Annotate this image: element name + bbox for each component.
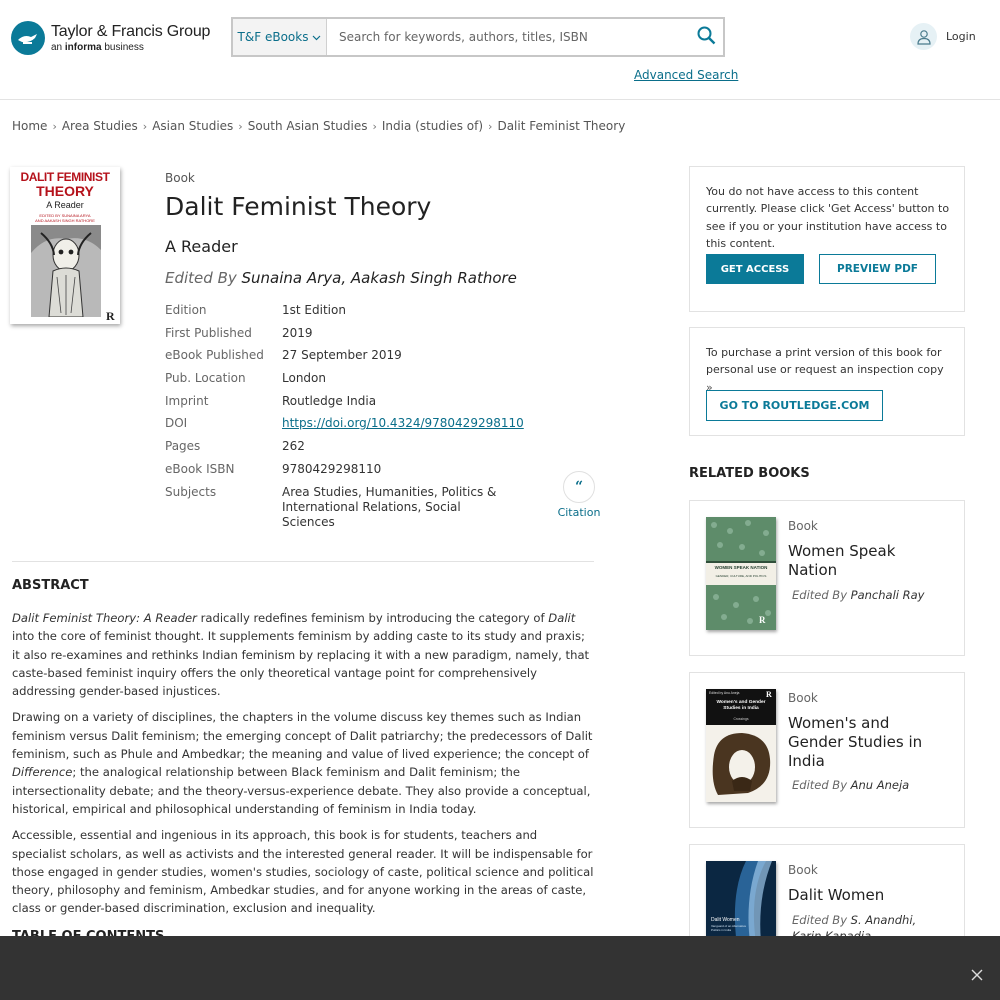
cover-editors-line2: AND AAKASH SINGH RATHORE xyxy=(35,218,95,223)
purchase-panel xyxy=(689,327,965,436)
related-book-title[interactable]: Dalit Women xyxy=(788,886,885,904)
advanced-search-link[interactable]: Advanced Search xyxy=(634,68,739,82)
search-scope-dropdown[interactable] xyxy=(233,19,327,55)
user-icon xyxy=(910,23,937,50)
preview-pdf-button[interactable]: PREVIEW PDF xyxy=(819,254,936,284)
abstract-paragraph-3: Accessible, essential and ingenious in its approach, this book is for students, teachers and specialist scholars, as well as activists and the interested general reader. It will be indispensable for those engaged in gender studies, women's studies, sociology of caste, political science and political theory, philosophy and feminism, Ambedkar studies, and for anyone working in the areas of caste, class or gender-based discrimination, exclusion and inequality. xyxy=(12,828,594,916)
logo-lamp-icon xyxy=(11,21,45,55)
go-to-routledge-button[interactable]: GO TO ROUTLEDGE.COM xyxy=(706,390,883,421)
citation-label: Citation xyxy=(557,506,601,519)
chevron-right-icon: › xyxy=(52,119,57,133)
meta-row-pub-location: Pub. Location London xyxy=(165,371,326,386)
double-chevron-right-icon: » xyxy=(706,380,713,394)
meta-row-ebook-isbn: eBook ISBN 9780429298110 xyxy=(165,461,382,476)
close-icon[interactable] xyxy=(971,966,985,980)
related-book-title[interactable]: Women's and Gender Studies in India xyxy=(788,714,923,770)
rel3-cover-subtitle: Vanguard of an Alternative Politics in India xyxy=(711,924,747,932)
purchase-message: To purchase a print version of this book for personal use or request an inspection copy » xyxy=(706,346,944,394)
rel2-cover-publisher-mark: R xyxy=(766,690,772,699)
brand-title: Taylor & Francis Group xyxy=(51,22,211,40)
search-button[interactable] xyxy=(689,19,723,55)
doi-link[interactable]: https://doi.org/10.4324/9780429298110 xyxy=(282,416,524,431)
meta-row-edition: Edition 1st Edition xyxy=(165,303,346,317)
related-book-type: Book xyxy=(788,863,818,877)
related-book-card[interactable] xyxy=(689,672,965,828)
publisher-logo: R xyxy=(106,309,115,323)
site-header xyxy=(0,0,1000,100)
search-scope-label: T&F eBooks xyxy=(237,30,309,44)
rel1-cover-subtitle: GENDER, CULTURE, AND POLITICS xyxy=(715,574,767,578)
related-book-cover xyxy=(706,689,776,802)
editors-names[interactable]: Sunaina Arya, Aakash Singh Rathore xyxy=(241,269,517,287)
cover-illustration xyxy=(31,225,101,317)
login-button[interactable] xyxy=(910,23,976,50)
related-book-editors: Edited By S. Anandhi, xyxy=(792,913,917,927)
breadcrumb-asian-studies[interactable]: Asian Studies xyxy=(152,119,234,133)
book-metadata xyxy=(165,303,524,529)
brand-logo[interactable] xyxy=(11,21,210,55)
related-book-editors: Edited By Anu Aneja xyxy=(792,778,910,792)
breadcrumb-area-studies[interactable]: Area Studies xyxy=(61,119,138,133)
rel2-cover-subtitle: Crossings xyxy=(733,717,749,721)
search-bar xyxy=(231,17,725,57)
section-divider xyxy=(12,561,594,562)
chevron-right-icon: › xyxy=(488,119,493,133)
quote-icon: “ xyxy=(563,471,595,503)
breadcrumb-home[interactable]: Home xyxy=(12,119,48,133)
cover-title-line1: DALIT FEMINIST xyxy=(20,170,110,184)
abstract-paragraph-2: Drawing on a variety of disciplines, the chapters in the volume discuss key themes such as Indian feminism versus Dalit feminism; the emerging concept of Dalit patriarchy; the predecessors of Dalit feminism, such as Phule and Ambedkar; the meaning and value of lived experience; the concept of Difference; the analogical relationship between Black feminism and Dalit feminism; the intersectionality debate; and the theory-versus-experience debate. They also provide a conceptual, historical, empirical and philosophical understanding of feminism in India today. xyxy=(12,710,593,816)
abstract-heading: ABSTRACT xyxy=(12,578,89,593)
chevron-right-icon: › xyxy=(372,119,377,133)
book-subtitle: A Reader xyxy=(165,237,238,256)
stone-ring-illustration xyxy=(706,725,776,802)
meta-row-doi: DOI https://doi.org/10.4324/9780429298110 xyxy=(165,416,524,431)
related-book-type: Book xyxy=(788,519,818,533)
citation-button[interactable] xyxy=(557,471,601,519)
rel2-cover-title: Women's and Gender Studies in India xyxy=(716,700,766,711)
abstract-body xyxy=(12,609,594,926)
book-cover[interactable] xyxy=(10,167,120,324)
book-editors: Edited By Sunaina Arya, Aakash Singh Rathore xyxy=(165,269,517,287)
rel1-cover-publisher-mark: R xyxy=(759,615,766,625)
related-books-heading: RELATED BOOKS xyxy=(689,466,810,481)
breadcrumb xyxy=(12,119,625,133)
related-book-card[interactable] xyxy=(689,500,965,656)
access-panel xyxy=(689,166,965,312)
cover-editors-line1: EDITED BY SUNAINA ARYA xyxy=(39,213,91,218)
related-book-cover xyxy=(706,517,776,630)
related-book-title[interactable]: Women Speak Nation xyxy=(788,542,896,579)
related-book-editors: Edited By Panchali Ray xyxy=(792,588,925,602)
chevron-down-icon xyxy=(312,30,321,44)
cover-title-line2: THEORY xyxy=(36,183,94,199)
cover-subtitle: A Reader xyxy=(46,200,84,210)
search-icon xyxy=(697,26,716,49)
meta-row-subjects: Subjects Area Studies, Humanities, Politics & International Relations, Social Sciences xyxy=(165,484,497,529)
rel1-cover-title: WOMEN SPEAK NATION xyxy=(714,565,768,570)
breadcrumb-india[interactable]: India (studies of) xyxy=(381,119,484,133)
meta-row-ebook-published: eBook Published 27 September 2019 xyxy=(165,348,402,363)
meta-row-pages: Pages 262 xyxy=(165,439,305,454)
rel2-cover-top: Edited by Anu Aneja xyxy=(709,691,740,695)
book-title: Dalit Feminist Theory xyxy=(165,192,432,221)
login-label: Login xyxy=(946,30,976,43)
meta-row-imprint: Imprint Routledge India xyxy=(165,393,377,408)
get-access-button[interactable]: GET ACCESS xyxy=(706,254,804,284)
search-input[interactable] xyxy=(327,19,689,55)
book-type-label: Book xyxy=(165,171,195,185)
access-message: You do not have access to this content currently. Please click 'Get Access' button to see if you or your institution have access to this content. xyxy=(706,185,950,250)
bottom-overlay-banner xyxy=(0,936,1000,1000)
breadcrumb-current: Dalit Feminist Theory xyxy=(497,119,626,133)
chevron-right-icon: › xyxy=(142,119,148,133)
rel3-cover-title: Dalit Women xyxy=(711,917,740,923)
abstract-paragraph-1: Dalit Feminist Theory: A Reader radically redefines feminism by introducing the category of Dalit into the core of feminist thought. It supplements feminism by adding caste to its study and praxis; it also re-examines and rethinks Indian feminism by replacing it with a new paradigm, namely, that caste-based feminist inquiry offers the only theoretical vantage point for comprehensively addressing gender-based injustices. xyxy=(12,611,590,699)
chevron-right-icon: › xyxy=(238,119,243,133)
brand-subtitle: an informa business xyxy=(51,41,144,53)
related-book-type: Book xyxy=(788,691,818,705)
meta-row-first-published: First Published 2019 xyxy=(165,325,313,340)
breadcrumb-south-asian-studies[interactable]: South Asian Studies xyxy=(247,119,368,133)
